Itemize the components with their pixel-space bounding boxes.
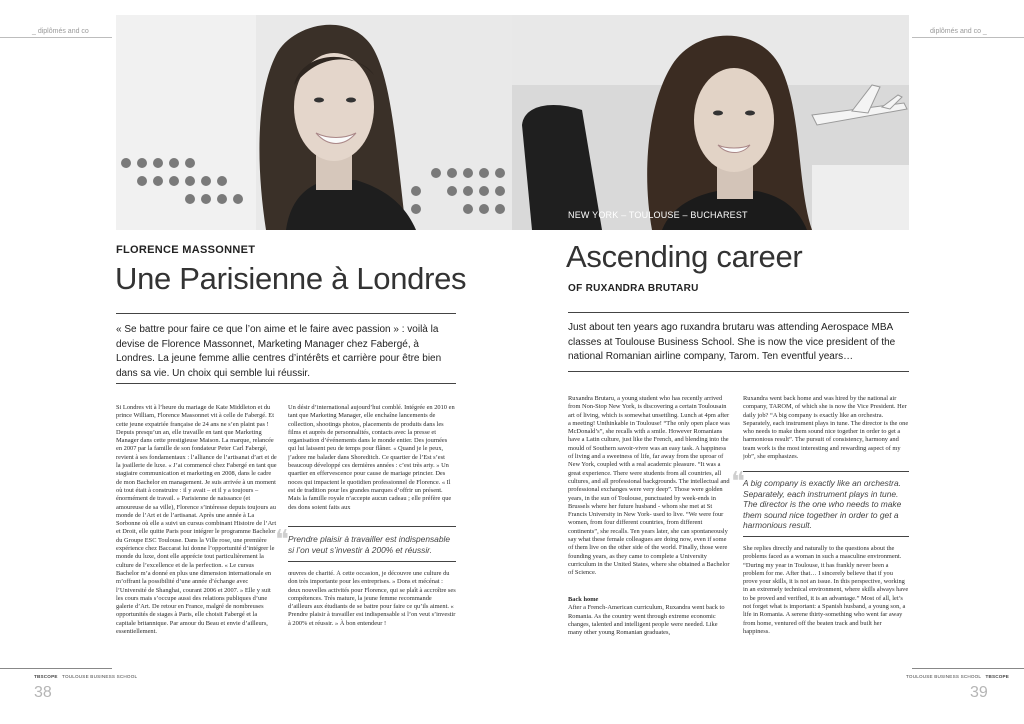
article-person-name: FLORENCE MASSONNET [116, 244, 256, 256]
pull-quote-left: Prendre plaisir à travailler est indispensable si l’on veut s’investir à 200% et réussir. [288, 534, 450, 555]
footer-brand-left: TBSCOPE [34, 674, 58, 679]
lead-paragraph-left: « Se battre pour faire ce que l’on aime et le faire avec passion » : voilà la devise de Florence Massonnet, Marketing Manager chez Fabergé, à Londres. La jeune femme allie centres d’intérêts et carrière pour être bien dans sa vie. Un choix qui semble lui réussir. [116, 324, 442, 379]
header-rule-right [912, 37, 1024, 38]
quote-rule-top-right [743, 471, 909, 472]
lead-rule-bottom-right [568, 371, 909, 372]
quote-rule-top-left [288, 526, 456, 527]
lead-rule-top-left [116, 313, 456, 314]
left-body-column-2-bottom: œuvres de charité. À cette occasion, je découvre une culture du don très importante pour les entreprises. » Dons et mécénat : deux nouvelles activités pour Florence, qui se plaît à accroître ses compétences. Très mature, la jeune femme recommande d’ailleurs aux étudiants de se battre pour faire ce qu’ils aiment. « Prendre plaisir à travailler est indispensable si l’on veut s’investir à 200% et réussir. » À bon entendeur ! [288, 570, 456, 627]
header-rule-left [0, 37, 112, 38]
footer-school-right: TOULOUSE BUSINESS SCHOOL [906, 674, 982, 679]
pull-quote-right: A big company is exactly like an orchestra. Separately, each instrument plays in tune. The director is the one who needs to make them sound nice together in order to get a harmonious result. [743, 478, 902, 531]
ruxandra-portrait-image [512, 15, 909, 230]
quote-mark-icon-right: ❝ [731, 467, 745, 497]
article-title-left: Une Parisienne à Londres [115, 261, 467, 296]
left-body-column-1: Si Londres vit à l’heure du mariage de Kate Middleton et du prince William, Florence Massonnet vit à celle de Fabergé. Et cette jeune expatriée française de 24 ans ne s’en plaint pas ! Depuis presqu’un an, elle travaille en tant que Marketing Manager dans cette prestigieuse Maison. La marque, relancée en 2007 par la famille de son fondateur Peter Carl Fabergé, revient à ses fondamentaux : l’alliance de l’artisanat d’art et de la joaillerie de luxe. « J’ai commencé chez Fabergé en tant que stagiaire communication et marketing en 2008, dans le cadre de mon Bachelor en management. Je suis arrivée à un moment où tout était à construire : il y avait – et il y a toujours – énormément de travail. » Parisienne de naissance (et amoureuse de sa ville), Florence s’intéresse depuis toujours au monde de l’Art et de l’artisanat. Après une année à La Sorbonne où elle a suivi un cursus combinant Histoire de l’Art et Droit, elle quitte Paris pour intégrer le programme Bachelor du Groupe ESC Toulouse. Dans la Ville rose, une première expérience chez Baccarat lui donne l’opportunité d’intégrer le monde du luxe, dont elle apprécie tout particulièrement la culture de l’excellence et de la perfection. « Le cursus Bachelor m’a donné en plus une dimension internationale en m’offrant la possibilité d’une année d’échange avec l’Université de Shanghai, courant 2006 et 2007. » Elle y suit les cours mais s’occupe aussi des relations publiques d’une galerie d’Art. De retour en France, malgré de nombreuses opportunités de stages à Paris, elle choisit Fabergé et la capitale britannique. Par amour du Beau et envie d’ailleurs, essentiellement. [116, 404, 277, 636]
section-label-right: diplômés and co _ [930, 28, 987, 35]
right-body-column-1-bottom [568, 596, 732, 640]
article-title-right: Ascending career [566, 239, 803, 274]
footer-right [906, 674, 1009, 679]
ruxandra-photo [512, 15, 909, 230]
left-body-column-2-top: Un désir d’international aujourd’hui comblé. Intégrée en 2010 en tant que Marketing Manager, elle enchaîne lancements de collection, shootings photos, placements de produits dans les films et auprès de personnalités, contacts avec la presse et organisation d’événements dans le monde entier. Des journées qui lui laissent peu de temps pour flâner. « Quand je le peux, j’adore me balader dans Shoreditch. Ce quartier de l’Est s’est beaucoup développé ces dernières années : c’est très arty. » Un quartier en effervescence pour cause de mariage princier. Des noces qui impactent le quotidien professionnel de Florence. « Il est de tradition pour les grandes marques d’offrir un présent. Mais la famille royale n’accepte aucun cadeau ; elle préfère que des dons soient faits aux [288, 404, 455, 511]
quote-mark-icon: ❝ [275, 525, 289, 555]
page-number-left: 38 [34, 684, 52, 701]
lead-rule-bottom-left [116, 383, 456, 384]
lead-rule-top-right [568, 312, 909, 313]
footer-left [34, 674, 137, 679]
footer-school-left: TOULOUSE BUSINESS SCHOOL [62, 674, 138, 679]
florence-photo [116, 15, 512, 230]
quote-rule-bottom-right [743, 536, 909, 537]
subhead-back-home: Back home [568, 596, 599, 603]
article-byline: OF RUXANDRA BRUTARU [568, 283, 699, 294]
right-body-column-2-bottom: She replies directly and naturally to the questions about the problems faced as a woman in such a masculine environment. “During my year in Toulouse, it has frankly never been a problem for me. After that… I sincerely believe that if you prove your skills, it is not an issue. In this perspective, working in an extremely technical environment, where skills always have to be proved and verified, it is an advantage.” Most of all, let’s not forget what is important: a Spanish husband, a young son, a life in Romania. A serene thirty-something who went far away from home, ventured off the beaten track and built her happiness. [743, 545, 909, 635]
photo-caption: NEW YORK – TOULOUSE – BUCHAREST [568, 210, 748, 220]
section-label-left: _ diplômés and co [32, 28, 89, 35]
right-body-column-1-top: Ruxandra Brutaru, a young student who has recently arrived from Non-Stop New York, is discovering a certain Toulousain art of living, which is somewhat unsettling. Lunch at 4pm after a meeting! Unthinkable in Toulouse! “The only open place was McDonald’s”, she recalls with a smile. However Romanians have a Latin culture, just like the French, and blending into the mould of Southern savoir-vivre was an easy task. A happiness of living and a sweetness of life, far away from the uproar of New York, coupled with a real academic pleasure. “It was a great experience. There were students from all countries, all cultures, and all professional backgrounds. The intellectual and professional exchanges were very deep”. Those were golden years, in the sun of Toulouse, punctuated by week-ends in Brussels where her future husband - whom she met at St Francis University in New York- used to live. “We were four women, from four different countries, from different continents”, she recalls. Ten years later, she can spontaneously say what these female colleagues are doing now, even if some of them live on the other side of the world. Finally, those were founding years, as they came to complete a University curriculum in the United States, where she obtained a Bachelor of Science. [568, 395, 730, 577]
right-body-column-2-top: Ruxandra went back home and was hired by the national air company, TAROM, of which she is now the Vice President. Her daily job? “A big company is exactly like an orchestra. Separately, each instrument plays in tune. The director is the one who needs to make them sound nice together in order to get a harmonious result”. The pursuit of consistency, harmony and team work is the most interesting and rewarding aspect of my job”, she emphasizes. [743, 395, 909, 461]
florence-portrait-image [116, 15, 512, 230]
quote-rule-bottom-left [288, 561, 456, 562]
footer-rule-left [0, 668, 112, 669]
footer-brand-right: TBSCOPE [985, 674, 1010, 679]
page-number-right: 39 [970, 684, 988, 701]
lead-paragraph-right: Just about ten years ago ruxandra brutaru was attending Aerospace MBA classes at Toulouse Business School. She is now the vice president of the national Romanian airline company, Tarom. Ten eventful years… [568, 322, 896, 362]
right-body-column-1-bottom-text: After a French-American curriculum, Ruxandra went back to Romania. As the country went through extreme economic changes, talented and intelligent people were needed. Like many other young Romanian graduates, [568, 604, 725, 637]
footer-rule-right [912, 668, 1024, 669]
